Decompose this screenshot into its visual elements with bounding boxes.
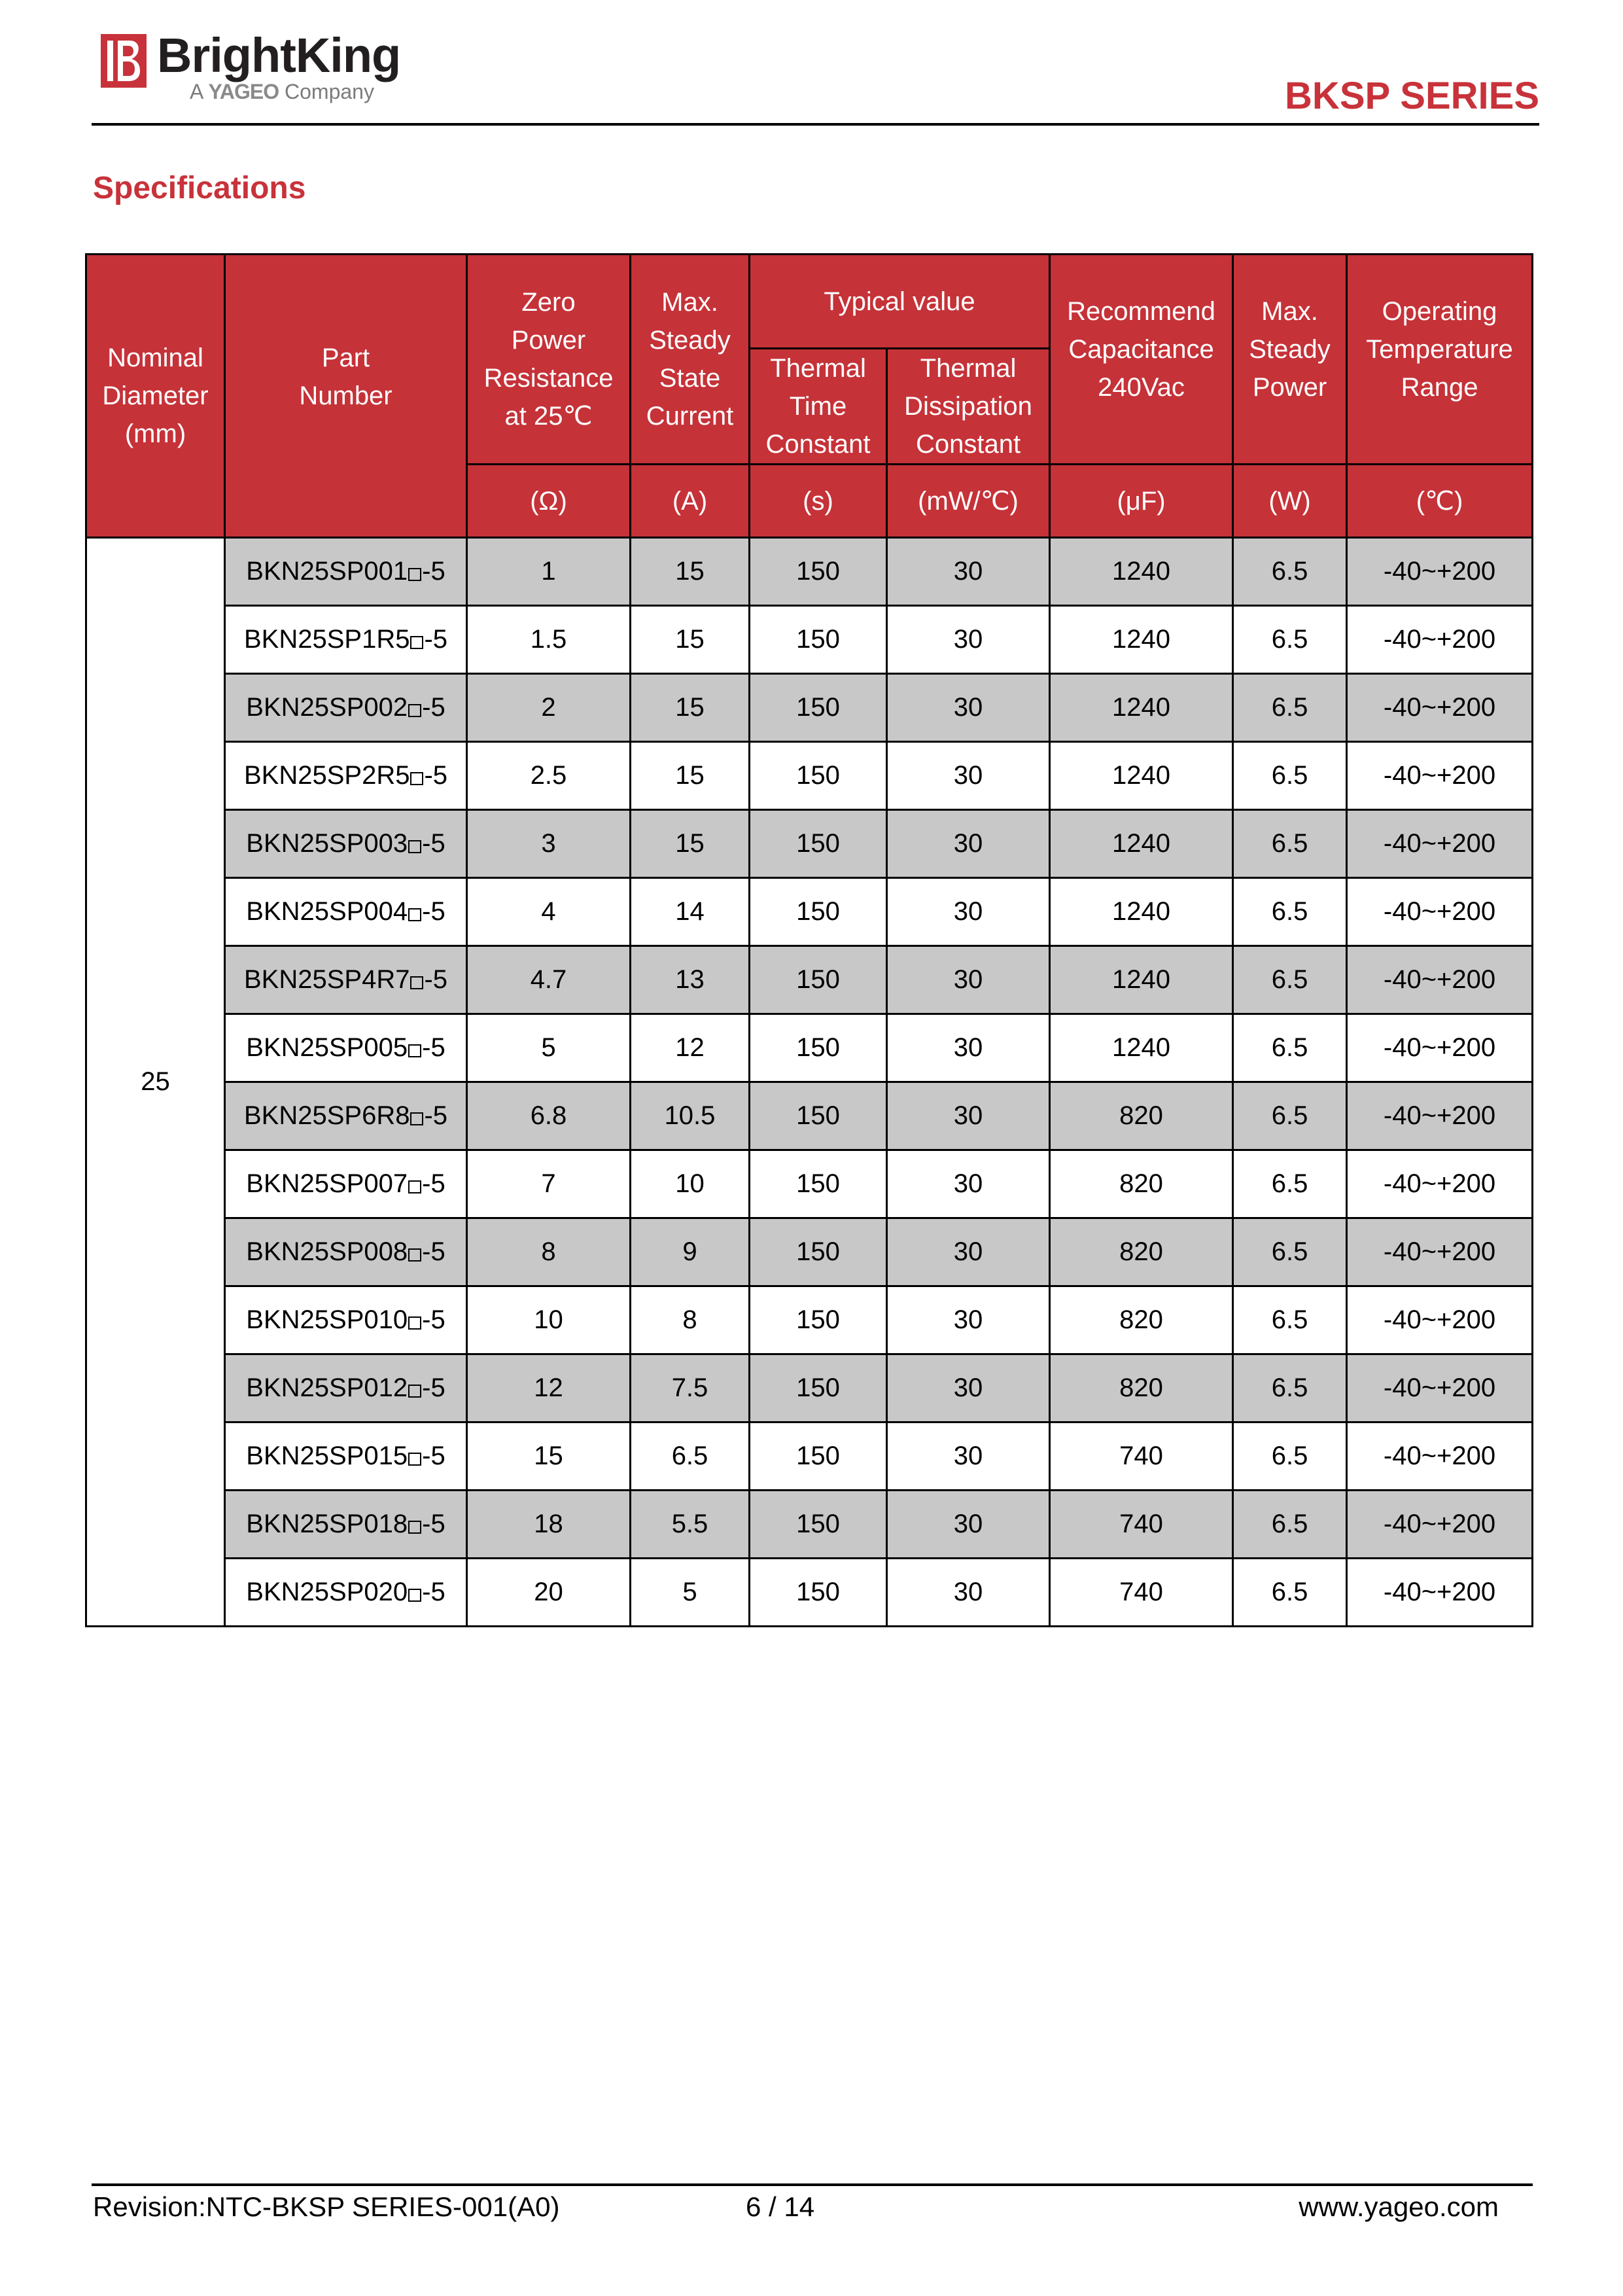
header-text: Temperature bbox=[1366, 335, 1513, 364]
unit-dissipation: (mW/℃) bbox=[887, 465, 1050, 538]
part-number-base: BKN25SP001 bbox=[246, 557, 408, 586]
temperature-cell: -40~+200 bbox=[1347, 878, 1533, 946]
current-cell: 15 bbox=[631, 742, 750, 810]
power-cell: 6.5 bbox=[1233, 1422, 1347, 1491]
placeholder-box-icon bbox=[408, 1521, 421, 1534]
part-number-base: BKN25SP005 bbox=[246, 1033, 408, 1062]
part-number-cell bbox=[225, 1150, 467, 1218]
table-row bbox=[86, 1559, 1533, 1627]
current-cell: 6.5 bbox=[631, 1422, 750, 1491]
header-text: Part bbox=[321, 344, 370, 372]
part-number-suffix: -5 bbox=[422, 1237, 445, 1266]
header-text: Power bbox=[1252, 373, 1327, 402]
current-cell: 7.5 bbox=[631, 1354, 750, 1422]
resistance-cell: 4 bbox=[467, 878, 631, 946]
time-constant-cell: 150 bbox=[750, 1150, 887, 1218]
temperature-cell: -40~+200 bbox=[1347, 1422, 1533, 1491]
part-number-suffix: -5 bbox=[422, 1373, 445, 1402]
placeholder-box-icon bbox=[408, 568, 421, 581]
part-number-base: BKN25SP010 bbox=[246, 1305, 408, 1334]
temperature-cell: -40~+200 bbox=[1347, 742, 1533, 810]
dissipation-cell: 30 bbox=[887, 1354, 1050, 1422]
header-text: Constant bbox=[765, 430, 871, 459]
header-text: Thermal bbox=[770, 354, 866, 383]
part-number-cell bbox=[225, 674, 467, 742]
footer-divider bbox=[92, 2183, 1533, 2186]
capacitance-cell: 820 bbox=[1050, 1286, 1233, 1354]
resistance-cell: 3 bbox=[467, 810, 631, 878]
part-number-suffix: -5 bbox=[422, 1441, 445, 1470]
capacitance-cell: 1240 bbox=[1050, 606, 1233, 674]
dissipation-cell: 30 bbox=[887, 674, 1050, 742]
dissipation-cell: 30 bbox=[887, 1422, 1050, 1491]
part-number-base: BKN25SP003 bbox=[246, 829, 408, 858]
header-text: Zero bbox=[521, 288, 576, 317]
placeholder-box-icon bbox=[410, 636, 423, 649]
unit-current: (A) bbox=[631, 465, 750, 538]
logo-tagline-brand: YAGEO bbox=[208, 80, 279, 103]
dissipation-cell: 30 bbox=[887, 742, 1050, 810]
part-number-base: BKN25SP018 bbox=[246, 1510, 408, 1538]
header-part-number bbox=[225, 255, 467, 538]
part-number-base: BKN25SP004 bbox=[246, 897, 408, 926]
header-text: Operating bbox=[1382, 297, 1497, 326]
current-cell: 12 bbox=[631, 1014, 750, 1082]
current-cell: 15 bbox=[631, 674, 750, 742]
placeholder-box-icon bbox=[408, 840, 421, 853]
header-text: Resistance bbox=[483, 364, 614, 393]
header-text: Dissipation bbox=[904, 392, 1032, 421]
capacitance-cell: 820 bbox=[1050, 1218, 1233, 1286]
temperature-cell: -40~+200 bbox=[1347, 946, 1533, 1014]
header-text: Current bbox=[646, 402, 734, 431]
current-cell: 10 bbox=[631, 1150, 750, 1218]
power-cell: 6.5 bbox=[1233, 946, 1347, 1014]
temperature-cell: -40~+200 bbox=[1347, 538, 1533, 606]
temperature-cell: -40~+200 bbox=[1347, 674, 1533, 742]
current-cell: 10.5 bbox=[631, 1082, 750, 1150]
header-typical-value: Typical value bbox=[750, 255, 1050, 349]
part-number-base: BKN25SP2R5 bbox=[243, 761, 410, 790]
time-constant-cell: 150 bbox=[750, 810, 887, 878]
logo-tagline bbox=[190, 79, 374, 105]
temperature-cell: -40~+200 bbox=[1347, 1218, 1533, 1286]
placeholder-box-icon bbox=[408, 1385, 421, 1398]
part-number-base: BKN25SP012 bbox=[246, 1373, 408, 1402]
resistance-cell: 10 bbox=[467, 1286, 631, 1354]
logo-tagline-prefix: A bbox=[190, 80, 203, 103]
time-constant-cell: 150 bbox=[750, 1286, 887, 1354]
temperature-cell: -40~+200 bbox=[1347, 1014, 1533, 1082]
current-cell: 15 bbox=[631, 538, 750, 606]
resistance-cell: 15 bbox=[467, 1422, 631, 1491]
header-text: at 25℃ bbox=[504, 402, 593, 431]
series-title: BKSP SERIES bbox=[1285, 75, 1539, 117]
temperature-cell: -40~+200 bbox=[1347, 1286, 1533, 1354]
time-constant-cell: 150 bbox=[750, 1082, 887, 1150]
nominal-diameter-cell: 25 bbox=[86, 538, 225, 1627]
capacitance-cell: 740 bbox=[1050, 1491, 1233, 1559]
dissipation-cell: 30 bbox=[887, 810, 1050, 878]
dissipation-cell: 30 bbox=[887, 1150, 1050, 1218]
resistance-cell: 12 bbox=[467, 1354, 631, 1422]
brightking-logo bbox=[97, 26, 411, 103]
resistance-cell: 1 bbox=[467, 538, 631, 606]
header-text: 240Vac bbox=[1098, 373, 1185, 402]
header-text: Steady bbox=[1249, 335, 1331, 364]
power-cell: 6.5 bbox=[1233, 1354, 1347, 1422]
part-number-cell bbox=[225, 1082, 467, 1150]
part-number-base: BKN25SP6R8 bbox=[243, 1101, 410, 1130]
current-cell: 8 bbox=[631, 1286, 750, 1354]
resistance-cell: 7 bbox=[467, 1150, 631, 1218]
power-cell: 6.5 bbox=[1233, 1286, 1347, 1354]
power-cell: 6.5 bbox=[1233, 1559, 1347, 1627]
resistance-cell: 8 bbox=[467, 1218, 631, 1286]
header-text: Power bbox=[511, 326, 586, 355]
part-number-base: BKN25SP1R5 bbox=[243, 625, 410, 654]
time-constant-cell: 150 bbox=[750, 1218, 887, 1286]
dissipation-cell: 30 bbox=[887, 1082, 1050, 1150]
temperature-cell: -40~+200 bbox=[1347, 1491, 1533, 1559]
part-number-suffix: -5 bbox=[424, 761, 448, 790]
table-row bbox=[86, 1014, 1533, 1082]
header-text: Thermal bbox=[920, 354, 1017, 383]
section-title: Specifications bbox=[93, 171, 306, 205]
capacitance-cell: 740 bbox=[1050, 1422, 1233, 1491]
unit-temperature: (℃) bbox=[1347, 465, 1533, 538]
time-constant-cell: 150 bbox=[750, 742, 887, 810]
placeholder-box-icon bbox=[408, 1248, 421, 1262]
resistance-cell: 6.8 bbox=[467, 1082, 631, 1150]
resistance-cell: 2 bbox=[467, 674, 631, 742]
capacitance-cell: 740 bbox=[1050, 1559, 1233, 1627]
header-operating-temperature-range bbox=[1347, 255, 1533, 465]
dissipation-cell: 30 bbox=[887, 538, 1050, 606]
power-cell: 6.5 bbox=[1233, 538, 1347, 606]
time-constant-cell: 150 bbox=[750, 1559, 887, 1627]
current-cell: 15 bbox=[631, 606, 750, 674]
table-row bbox=[86, 1218, 1533, 1286]
placeholder-box-icon bbox=[408, 1316, 421, 1330]
part-number-suffix: -5 bbox=[422, 557, 445, 586]
table-row bbox=[86, 878, 1533, 946]
header-text: Range bbox=[1401, 373, 1478, 402]
part-number-suffix: -5 bbox=[422, 829, 445, 858]
header-max-steady-state-current bbox=[631, 255, 750, 465]
part-number-cell bbox=[225, 1218, 467, 1286]
header-zero-power-resistance bbox=[467, 255, 631, 465]
header-recommend-capacitance bbox=[1050, 255, 1233, 465]
capacitance-cell: 820 bbox=[1050, 1082, 1233, 1150]
power-cell: 6.5 bbox=[1233, 674, 1347, 742]
part-number-cell bbox=[225, 1422, 467, 1491]
capacitance-cell: 820 bbox=[1050, 1354, 1233, 1422]
part-number-cell bbox=[225, 810, 467, 878]
time-constant-cell: 150 bbox=[750, 674, 887, 742]
power-cell: 6.5 bbox=[1233, 810, 1347, 878]
footer-revision: Revision:NTC-BKSP SERIES-001(A0) bbox=[93, 2191, 560, 2222]
current-cell: 13 bbox=[631, 946, 750, 1014]
brightking-logo-mark-icon bbox=[101, 34, 147, 88]
part-number-suffix: -5 bbox=[422, 1305, 445, 1334]
dissipation-cell: 30 bbox=[887, 1218, 1050, 1286]
time-constant-cell: 150 bbox=[750, 538, 887, 606]
temperature-cell: -40~+200 bbox=[1347, 1559, 1533, 1627]
part-number-base: BKN25SP007 bbox=[246, 1169, 408, 1198]
time-constant-cell: 150 bbox=[750, 878, 887, 946]
capacitance-cell: 1240 bbox=[1050, 674, 1233, 742]
dissipation-cell: 30 bbox=[887, 1559, 1050, 1627]
current-cell: 5 bbox=[631, 1559, 750, 1627]
header-text: Max. bbox=[1261, 297, 1318, 326]
part-number-suffix: -5 bbox=[422, 897, 445, 926]
placeholder-box-icon bbox=[410, 1112, 423, 1125]
temperature-cell: -40~+200 bbox=[1347, 606, 1533, 674]
dissipation-cell: 30 bbox=[887, 606, 1050, 674]
placeholder-box-icon bbox=[410, 976, 423, 989]
time-constant-cell: 150 bbox=[750, 1491, 887, 1559]
part-number-base: BKN25SP020 bbox=[246, 1578, 408, 1606]
part-number-base: BKN25SP008 bbox=[246, 1237, 408, 1266]
placeholder-box-icon bbox=[408, 704, 421, 717]
part-number-suffix: -5 bbox=[424, 1101, 448, 1130]
placeholder-box-icon bbox=[408, 908, 421, 921]
part-number-base: BKN25SP002 bbox=[246, 693, 408, 722]
current-cell: 9 bbox=[631, 1218, 750, 1286]
header-text: Nominal bbox=[107, 344, 203, 372]
part-number-suffix: -5 bbox=[422, 1169, 445, 1198]
header-text: Time bbox=[789, 392, 847, 421]
resistance-cell: 5 bbox=[467, 1014, 631, 1082]
power-cell: 6.5 bbox=[1233, 878, 1347, 946]
part-number-suffix: -5 bbox=[422, 1033, 445, 1062]
placeholder-box-icon bbox=[410, 772, 423, 785]
logo-tagline-suffix: Company bbox=[285, 80, 374, 103]
time-constant-cell: 150 bbox=[750, 1014, 887, 1082]
part-number-base: BKN25SP015 bbox=[246, 1441, 408, 1470]
part-number-base: BKN25SP4R7 bbox=[243, 965, 410, 994]
temperature-cell: -40~+200 bbox=[1347, 810, 1533, 878]
unit-power: (W) bbox=[1233, 465, 1347, 538]
part-number-cell bbox=[225, 1014, 467, 1082]
part-number-cell bbox=[225, 946, 467, 1014]
capacitance-cell: 1240 bbox=[1050, 538, 1233, 606]
header-text: Constant bbox=[915, 430, 1021, 459]
header-text: Diameter bbox=[102, 381, 209, 410]
power-cell: 6.5 bbox=[1233, 742, 1347, 810]
table-row bbox=[86, 1491, 1533, 1559]
capacitance-cell: 1240 bbox=[1050, 742, 1233, 810]
part-number-cell bbox=[225, 878, 467, 946]
capacitance-cell: 1240 bbox=[1050, 946, 1233, 1014]
part-number-suffix: -5 bbox=[422, 1578, 445, 1606]
header-text: Number bbox=[299, 381, 393, 410]
dissipation-cell: 30 bbox=[887, 1286, 1050, 1354]
resistance-cell: 4.7 bbox=[467, 946, 631, 1014]
dissipation-cell: 30 bbox=[887, 1014, 1050, 1082]
unit-time: (s) bbox=[750, 465, 887, 538]
power-cell: 6.5 bbox=[1233, 1150, 1347, 1218]
part-number-suffix: -5 bbox=[424, 965, 448, 994]
power-cell: 6.5 bbox=[1233, 606, 1347, 674]
current-cell: 5.5 bbox=[631, 1491, 750, 1559]
header-thermal-time-constant bbox=[750, 349, 887, 465]
resistance-cell: 18 bbox=[467, 1491, 631, 1559]
table-row bbox=[86, 946, 1533, 1014]
part-number-cell bbox=[225, 742, 467, 810]
header-nominal-diameter bbox=[86, 255, 225, 538]
time-constant-cell: 150 bbox=[750, 946, 887, 1014]
header-text: (mm) bbox=[124, 419, 186, 448]
current-cell: 14 bbox=[631, 878, 750, 946]
dissipation-cell: 30 bbox=[887, 878, 1050, 946]
temperature-cell: -40~+200 bbox=[1347, 1354, 1533, 1422]
time-constant-cell: 150 bbox=[750, 1354, 887, 1422]
table-row bbox=[86, 538, 1533, 606]
table-row bbox=[86, 606, 1533, 674]
specifications-table bbox=[85, 253, 1533, 1627]
header-text: State bbox=[659, 364, 721, 393]
resistance-cell: 1.5 bbox=[467, 606, 631, 674]
table-row bbox=[86, 810, 1533, 878]
time-constant-cell: 150 bbox=[750, 606, 887, 674]
table-row bbox=[86, 1082, 1533, 1150]
power-cell: 6.5 bbox=[1233, 1082, 1347, 1150]
part-number-suffix: -5 bbox=[422, 693, 445, 722]
capacitance-cell: 1240 bbox=[1050, 1014, 1233, 1082]
header-text: Capacitance bbox=[1068, 335, 1214, 364]
header-thermal-dissipation-constant bbox=[887, 349, 1050, 465]
logo-wordmark: BrightKing bbox=[157, 28, 401, 82]
power-cell: 6.5 bbox=[1233, 1014, 1347, 1082]
table-row bbox=[86, 1354, 1533, 1422]
header-text: Max. bbox=[661, 288, 718, 317]
part-number-suffix: -5 bbox=[422, 1510, 445, 1538]
dissipation-cell: 30 bbox=[887, 1491, 1050, 1559]
power-cell: 6.5 bbox=[1233, 1491, 1347, 1559]
placeholder-box-icon bbox=[408, 1453, 421, 1466]
table-row bbox=[86, 1286, 1533, 1354]
part-number-cell bbox=[225, 538, 467, 606]
capacitance-cell: 820 bbox=[1050, 1150, 1233, 1218]
table-row bbox=[86, 742, 1533, 810]
specifications-table-body bbox=[86, 538, 1533, 1627]
temperature-cell: -40~+200 bbox=[1347, 1150, 1533, 1218]
part-number-cell bbox=[225, 1354, 467, 1422]
header-max-steady-power bbox=[1233, 255, 1347, 465]
current-cell: 15 bbox=[631, 810, 750, 878]
power-cell: 6.5 bbox=[1233, 1218, 1347, 1286]
placeholder-box-icon bbox=[408, 1044, 421, 1057]
header-text: Recommend bbox=[1067, 297, 1215, 326]
temperature-cell: -40~+200 bbox=[1347, 1082, 1533, 1150]
part-number-cell bbox=[225, 1286, 467, 1354]
part-number-cell bbox=[225, 1559, 467, 1627]
footer-website-link[interactable]: www.yageo.com bbox=[1299, 2191, 1499, 2222]
resistance-cell: 2.5 bbox=[467, 742, 631, 810]
placeholder-box-icon bbox=[408, 1589, 421, 1602]
unit-resistance: (Ω) bbox=[467, 465, 631, 538]
header-text: Steady bbox=[649, 326, 731, 355]
time-constant-cell: 150 bbox=[750, 1422, 887, 1491]
part-number-suffix: -5 bbox=[424, 625, 448, 654]
footer-page-number: 6 / 14 bbox=[746, 2191, 815, 2222]
capacitance-cell: 1240 bbox=[1050, 878, 1233, 946]
resistance-cell: 20 bbox=[467, 1559, 631, 1627]
part-number-cell bbox=[225, 606, 467, 674]
unit-capacitance: (μF) bbox=[1050, 465, 1233, 538]
header-divider bbox=[92, 123, 1539, 126]
part-number-cell bbox=[225, 1491, 467, 1559]
table-row bbox=[86, 1422, 1533, 1491]
table-row bbox=[86, 674, 1533, 742]
dissipation-cell: 30 bbox=[887, 946, 1050, 1014]
placeholder-box-icon bbox=[408, 1180, 421, 1193]
table-row bbox=[86, 1150, 1533, 1218]
capacitance-cell: 1240 bbox=[1050, 810, 1233, 878]
